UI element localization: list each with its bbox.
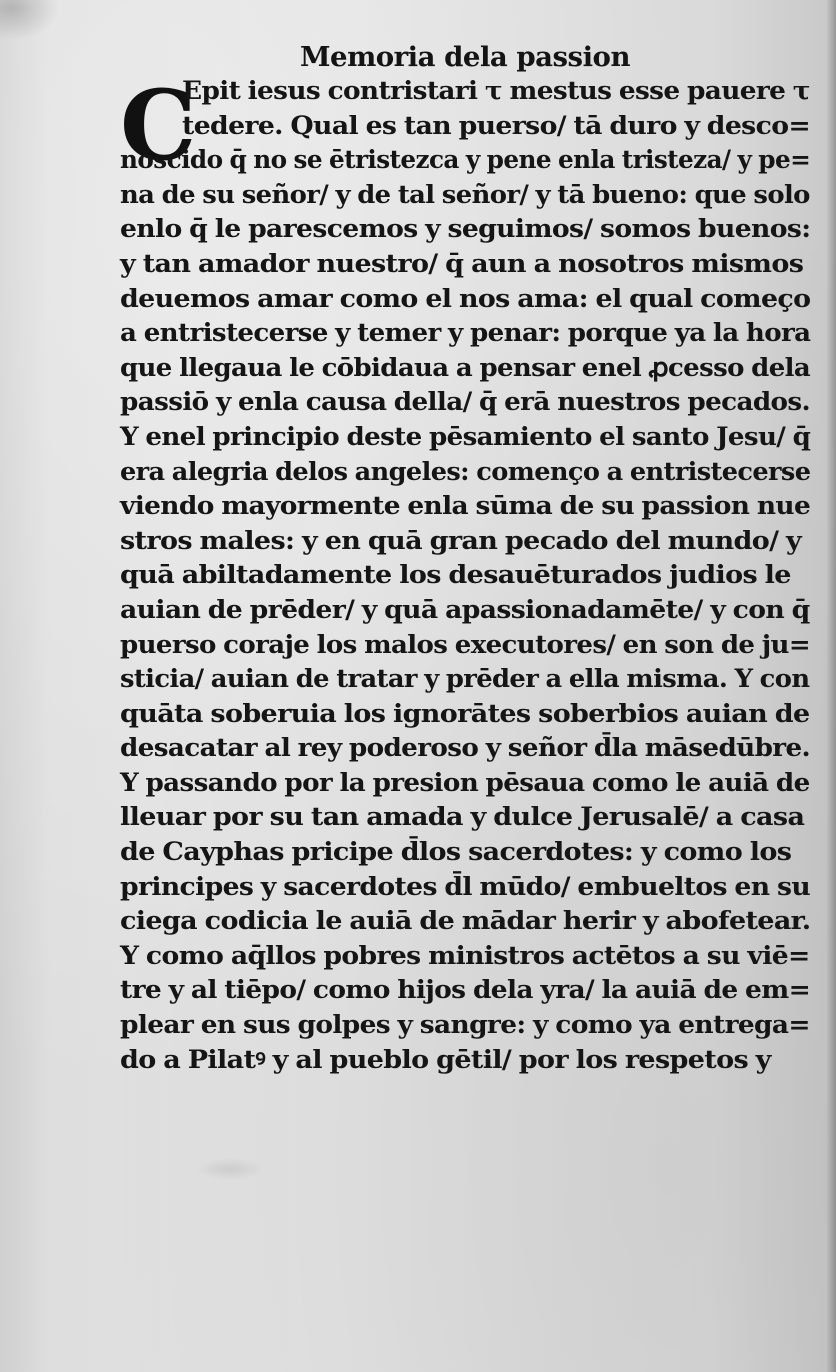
text-line-11: Y enel principio deste pēsamiento el santo Jesu/ q̄ bbox=[120, 421, 811, 451]
text-line-21: Y passando por la presion pēsaua como le auiā de bbox=[120, 767, 810, 797]
text-line-9: que llegaua le cōbidaua a pensar enel ꝓcesso dela bbox=[120, 352, 811, 382]
text-line-20: desacatar al rey poderoso y señor d̄la māsedūbre. bbox=[120, 733, 811, 763]
running-head: Memoria dela passion bbox=[300, 42, 631, 73]
text-line-17: puerso coraje los malos executores/ en son de ju= bbox=[120, 629, 811, 659]
text-line-1: Epit iesus contristari τ mestus esse pauere τ bbox=[182, 76, 810, 105]
text-line-23: de Cayphas pricipe d̄los sacerdotes: y como los bbox=[120, 837, 792, 867]
text-line-10: passiō y enla causa della/ q̄ erā nuestros pecados. bbox=[120, 387, 811, 417]
text-line-12: era alegria delos angeles: començo a entristecerse bbox=[120, 456, 811, 486]
text-line-29: do a Pilatꝰ y al pueblo gētil/ por los respetos y bbox=[120, 1044, 771, 1074]
text-line-27: tre y al tiēpo/ como hijos dela yra/ la auiā de em= bbox=[120, 975, 811, 1005]
text-block bbox=[120, 69, 811, 1077]
text-line-15: quā abiltadamente los desauēturados judios le bbox=[120, 560, 791, 590]
text-line-25: ciega codicia le auiā de mādar herir y abofetear. bbox=[120, 906, 811, 936]
page-stain bbox=[0, 0, 60, 40]
text-line-13: viendo mayormente enla sūma de su passion nue bbox=[120, 491, 811, 521]
text-line-8: a entristecerse y temer y penar: porque ya la hora bbox=[120, 318, 811, 348]
binding-shadow bbox=[826, 0, 836, 1372]
text-line-3: noscido q̄ no se ētristezca y pene enla tristeza/ y pe= bbox=[120, 145, 811, 175]
text-line-4: na de su señor/ y de tal señor/ y tā bueno: que solo bbox=[120, 179, 810, 209]
text-line-5: enlo q̄ le parescemos y seguimos/ somos buenos: bbox=[120, 214, 811, 244]
text-line-7: deuemos amar como el nos ama: el qual começo bbox=[120, 283, 811, 313]
text-line-24: principes y sacerdotes d̄l mūdo/ embueltos en su bbox=[120, 871, 811, 901]
text-line-6: y tan amador nuestro/ q̄ aun a nosotros mismos bbox=[120, 248, 804, 278]
drop-cap: C bbox=[120, 69, 197, 182]
text-line-19: quāta soberuia los ignorātes soberbios auian de bbox=[120, 698, 810, 728]
text-line-28: plear en sus golpes y sangre: y como ya entrega= bbox=[120, 1010, 810, 1040]
text-line-22: lleuar por su tan amada y dulce Jerusalē/ a casa bbox=[120, 802, 805, 832]
text-line-2: tedere. Qual es tan puerso/ tā duro y desco= bbox=[182, 110, 811, 140]
ink-smudge bbox=[195, 1158, 265, 1180]
text-line-26: Y como aq̄llos pobres ministros actētos a su viē= bbox=[120, 940, 810, 970]
text-line-14: stros males: y en quā gran pecado del mundo/ y bbox=[120, 525, 802, 555]
text-line-18: sticia/ auian de tratar y prēder a ella misma. Y con bbox=[120, 664, 810, 694]
text-line-16: auian de prēder/ y quā apassionadamēte/ y con q̄ bbox=[120, 594, 810, 624]
